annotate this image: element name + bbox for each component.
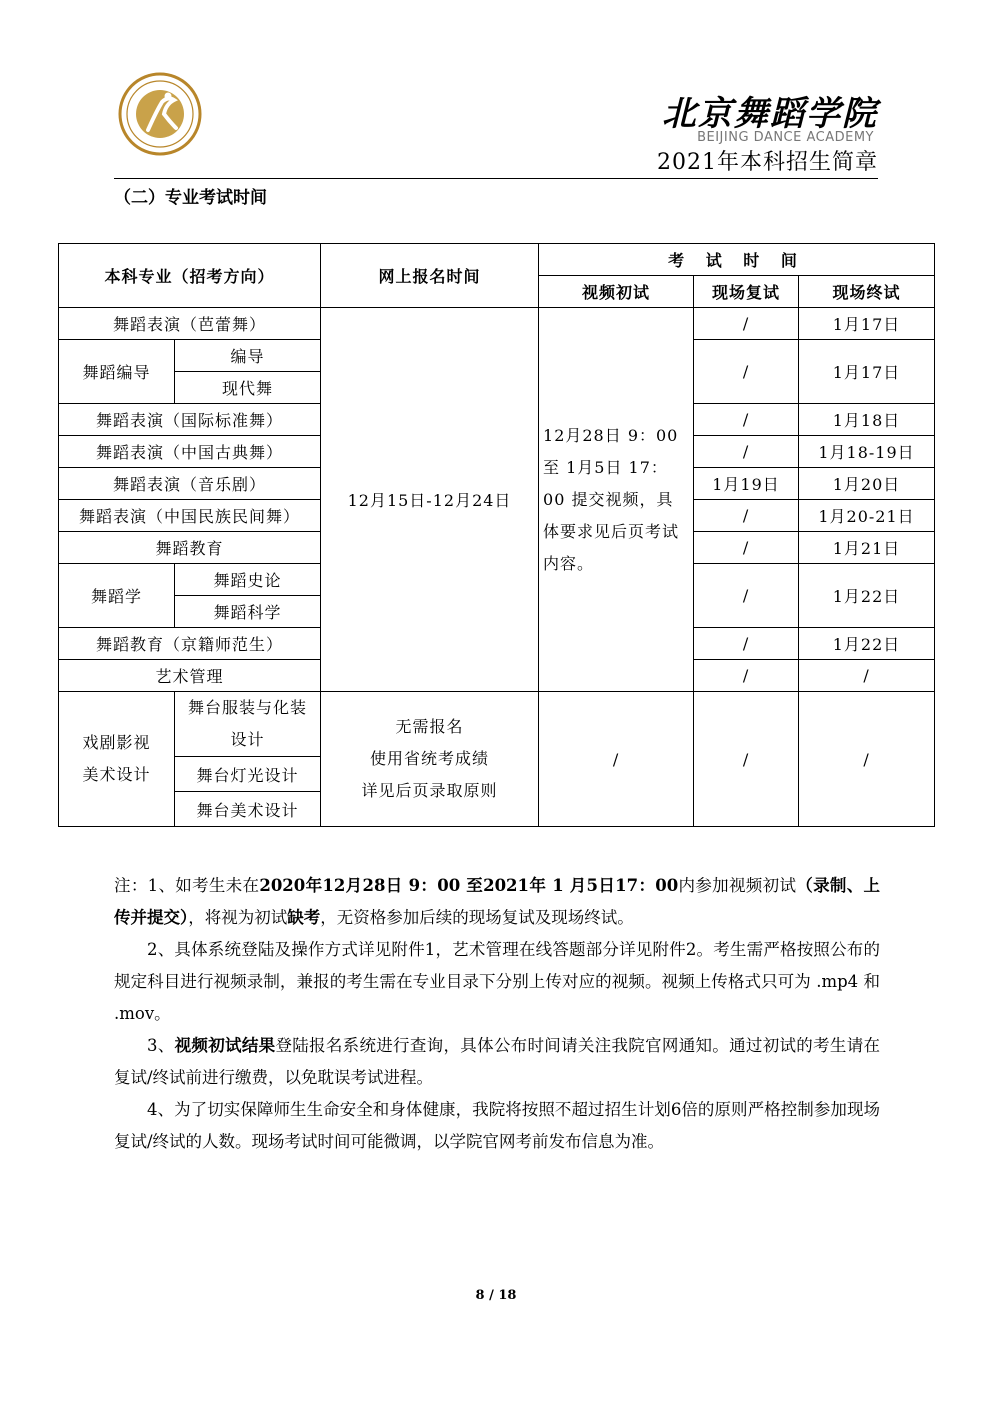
brand-block: [657, 96, 878, 176]
major-cell: 舞蹈表演（国际标准舞）: [59, 404, 321, 436]
sub-major-cell: 舞蹈史论: [175, 564, 321, 596]
note-3: [114, 1030, 880, 1094]
major-group-line: 戏剧影视: [82, 733, 151, 752]
major-cell: 艺术管理: [59, 660, 321, 692]
major-cell: 舞蹈教育: [59, 532, 321, 564]
note-2: 2、具体系统登陆及操作方式详见附件1，艺术管理在线答题部分详见附件2。考生需严格按照公布的规定科目进行视频录制，兼报的考生需在专业目录下分别上传对应的视频。视频上传格式只可为 .mp4 和 .mov。: [114, 940, 880, 1023]
note-emphasis: 2020年12月28日 9：00 至2021年 1 月5日17：00: [259, 876, 679, 895]
recheck-cell: /: [694, 340, 799, 404]
note-4: 4、为了切实保障师生生命安全和身体健康，我院将按照不超过招生计划6倍的原则严格控制参加现场复试/终试的人数。现场考试时间可能微调，以学院官网考前发布信息为准。: [114, 1100, 880, 1151]
recheck-cell: /: [694, 564, 799, 628]
note-text: 内参加视频初试: [678, 876, 797, 895]
note-text: ，将视为初试: [188, 908, 288, 927]
major-cell: 舞蹈表演（芭蕾舞）: [59, 308, 321, 340]
brand-name-cn: 北京舞蹈学院: [662, 94, 878, 134]
final-cell: 1月17日: [799, 308, 935, 340]
final-cell: 1月22日: [799, 564, 935, 628]
note-text: 3、: [147, 1036, 175, 1055]
note-emphasis: 视频初试结果: [174, 1036, 276, 1055]
final-cell: 1月20-21日: [799, 500, 935, 532]
major-cell: 舞蹈教育（京籍师范生）: [59, 628, 321, 660]
recheck-cell: /: [694, 500, 799, 532]
recheck-cell: /: [694, 628, 799, 660]
header-divider: [114, 178, 878, 179]
note-1: [114, 870, 880, 934]
exam-schedule-table: [58, 243, 935, 827]
register-note-line: 无需报名: [395, 717, 464, 736]
note-text: ，无资格参加后续的现场复试及现场终试。: [320, 908, 634, 927]
note-text: 登陆报名系统进行查询，具体公布时间请关注我院官网通知。通过初试的考生请在复试/终试前进行缴费，以免耽误考试进程。: [114, 1036, 881, 1087]
section-title: （二）专业考试时间: [114, 188, 267, 208]
register-period: 12月15日-12月24日: [321, 308, 539, 692]
sub-major-cell: 舞蹈科学: [175, 596, 321, 628]
sub-major-cell: 舞台服装与化装设计: [175, 692, 321, 757]
final-cell: 1月17日: [799, 340, 935, 404]
recheck-cell: /: [694, 308, 799, 340]
brochure-subtitle: 2021年本科招生简章: [657, 150, 878, 175]
register-note-cell: [321, 692, 539, 827]
final-cell: /: [799, 660, 935, 692]
header-register: 网上报名时间: [321, 244, 539, 308]
recheck-cell: /: [694, 532, 799, 564]
video-period: 12月28日 9：00 至 1月5日 17：00 提交视频，具体要求见后页考试内容。: [539, 308, 694, 692]
final-cell: 1月18日: [799, 404, 935, 436]
note-emphasis: 缺考: [287, 908, 321, 927]
final-cell: 1月18-19日: [799, 436, 935, 468]
sub-major-cell: 舞台灯光设计: [175, 757, 321, 792]
major-group-cell: [59, 692, 175, 827]
header-major: 本科专业（招考方向）: [59, 244, 321, 308]
note-text: 注：1、如考生未在: [114, 876, 260, 895]
major-cell: 舞蹈表演（中国民族民间舞）: [59, 500, 321, 532]
major-group-cell: 舞蹈编导: [59, 340, 175, 404]
header-recheck: 现场复试: [694, 276, 799, 308]
sub-major-cell: 现代舞: [175, 372, 321, 404]
major-cell: 舞蹈表演（音乐剧）: [59, 468, 321, 500]
recheck-cell: /: [694, 404, 799, 436]
header-exam-time: 考 试 时 间: [539, 244, 935, 276]
header-video: 视频初试: [539, 276, 694, 308]
recheck-cell: 1月19日: [694, 468, 799, 500]
page-number: 8 / 18: [475, 1288, 517, 1303]
final-cell: /: [799, 692, 935, 827]
major-cell: 舞蹈表演（中国古典舞）: [59, 436, 321, 468]
video-cell: /: [539, 692, 694, 827]
recheck-cell: /: [694, 692, 799, 827]
academy-logo: [118, 72, 202, 156]
register-note-line: 详见后页录取原则: [361, 781, 498, 800]
brand-name-en: BEIJING DANCE ACADEMY: [697, 130, 874, 145]
final-cell: 1月22日: [799, 628, 935, 660]
sub-major-cell: 编导: [175, 340, 321, 372]
major-group-cell: 舞蹈学: [59, 564, 175, 628]
recheck-cell: /: [694, 660, 799, 692]
note-emphasis: （录制、上传并提交）: [114, 876, 881, 927]
table-row: [59, 692, 935, 757]
major-group-line: 美术设计: [82, 765, 151, 784]
final-cell: 1月20日: [799, 468, 935, 500]
final-cell: 1月21日: [799, 532, 935, 564]
notes-section: [114, 870, 880, 1158]
header-final: 现场终试: [799, 276, 935, 308]
recheck-cell: /: [694, 436, 799, 468]
sub-major-cell: 舞台美术设计: [175, 792, 321, 827]
register-note-line: 使用省统考成绩: [370, 749, 490, 768]
table-row: [59, 308, 935, 340]
